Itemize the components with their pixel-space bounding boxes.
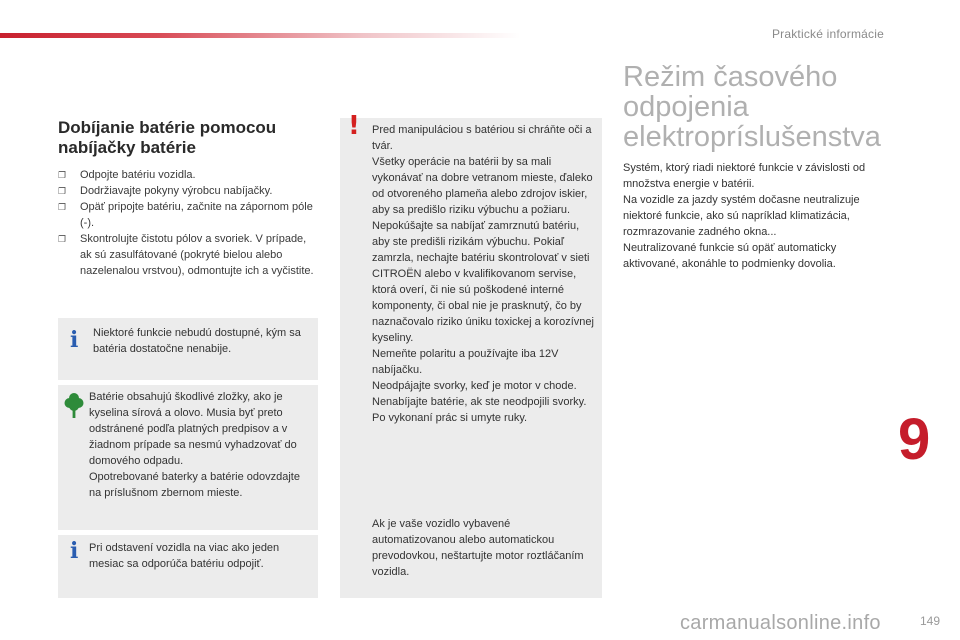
- info-box-storage: [58, 535, 318, 598]
- power-saving-paragraph: Systém, ktorý riadi niektoré funkcie v závislosti od množstva energie v batérii. Na vozidle za jazdy systém dočasne neutralizuje niektoré funkcie, ako sú napríklad klimatizácia, rozmrazovanie zadného okna... Neutralizované funkcie sú opäť automaticky aktivované, akonáhle to podmienky dovolia.: [623, 162, 866, 270]
- warning-box: [340, 111, 602, 598]
- list-item: ❐ Opäť pripojte batériu, začnite na zápornom póle (-).: [58, 201, 313, 229]
- info-icon: i: [70, 538, 79, 564]
- info-box-charge: [58, 318, 318, 380]
- eco-box-text: Batérie obsahujú škodlivé zložky, ako je kyselina sírová a olovo. Musia byť preto odstránené podľa platných predpisov a v žiadnom prípade sa nesmú vyhadzovať do domového odpadu. Opotrebované baterky a batérie odovzdajte na príslušnom zbernom mieste.: [89, 391, 300, 499]
- warning-text-transmission: Ak je vaše vozidlo vybavené automatizovanou alebo automatickou prevodovkou, neštartujte motor roztláčaním vozidla.: [372, 518, 584, 578]
- info-icon: i: [70, 327, 79, 353]
- info-box-text: Pri odstavení vozidla na viac ako jeden mesiac sa odporúča batériu odpojiť.: [89, 542, 280, 570]
- checkbox-bullet-icon: ❐: [58, 202, 67, 212]
- chapter-number: 9: [898, 407, 931, 472]
- page-number: 149: [919, 614, 940, 628]
- section-title: Praktické informácie: [771, 27, 884, 41]
- tree-icon: [64, 391, 84, 419]
- checkbox-bullet-icon: ❐: [58, 170, 67, 180]
- exclamation-icon: !: [348, 111, 360, 141]
- info-box-text: Niektoré funkcie nebudú dostupné, kým sa batéria dostatočne nenabije.: [93, 327, 301, 355]
- checkbox-bullet-icon: ❐: [58, 234, 67, 244]
- checkbox-bullet-icon: ❐: [58, 186, 67, 196]
- battery-charging-heading: Dobíjanie batérie pomocou nabíjačky batérie: [58, 118, 277, 157]
- power-saving-heading: Režim časového odpojenia elektropríslušenstva: [623, 61, 881, 153]
- watermark: carmanualsonline.info: [680, 612, 881, 634]
- list-item: ❐ Odpojte batériu vozidla.: [58, 169, 196, 181]
- list-item: ❐ Skontrolujte čistotu pólov a svoriek. V prípade, ak sú zasulfátované (pokryté bielou alebo nazelenalou vrstvou), odmontujte ich a vyčistite.: [58, 233, 314, 277]
- charging-steps-list: [58, 167, 320, 279]
- warning-text: Pred manipuláciou s batériou si chráňte oči a tvár. Všetky operácie na batérii by sa mali vykonávať na dobre vetranom mieste, ďaleko od otvoreného plameňa alebo zdrojov iskier, aby sa predišlo riziku výbuchu a požiaru. Nepokúšajte sa nabíjať zamrznutú batériu, aby ste predišli rizikám výbuchu. Pokiaľ zamrzla, nechajte batériu skontrolovať v sieti CITROËN alebo v kvalifikovanom servise, ktorá overí, či nie sú poškodené interné komponenty, či obal nie je prasknutý, čo by naznačovalo riziko úniku toxickej a korozívnej kyseliny. Nemeňte polaritu a používajte iba 12V nabíjačku. Neodpájajte svorky, keď je motor v chode. Nenabíjajte batérie, ak ste neodpojili svorky. Po vykonaní prác si umyte ruky.: [372, 124, 594, 424]
- list-item: ❐ Dodržiavajte pokyny výrobcu nabíjačky.: [58, 185, 273, 197]
- top-accent-bar: [0, 33, 520, 38]
- eco-box: [58, 385, 318, 530]
